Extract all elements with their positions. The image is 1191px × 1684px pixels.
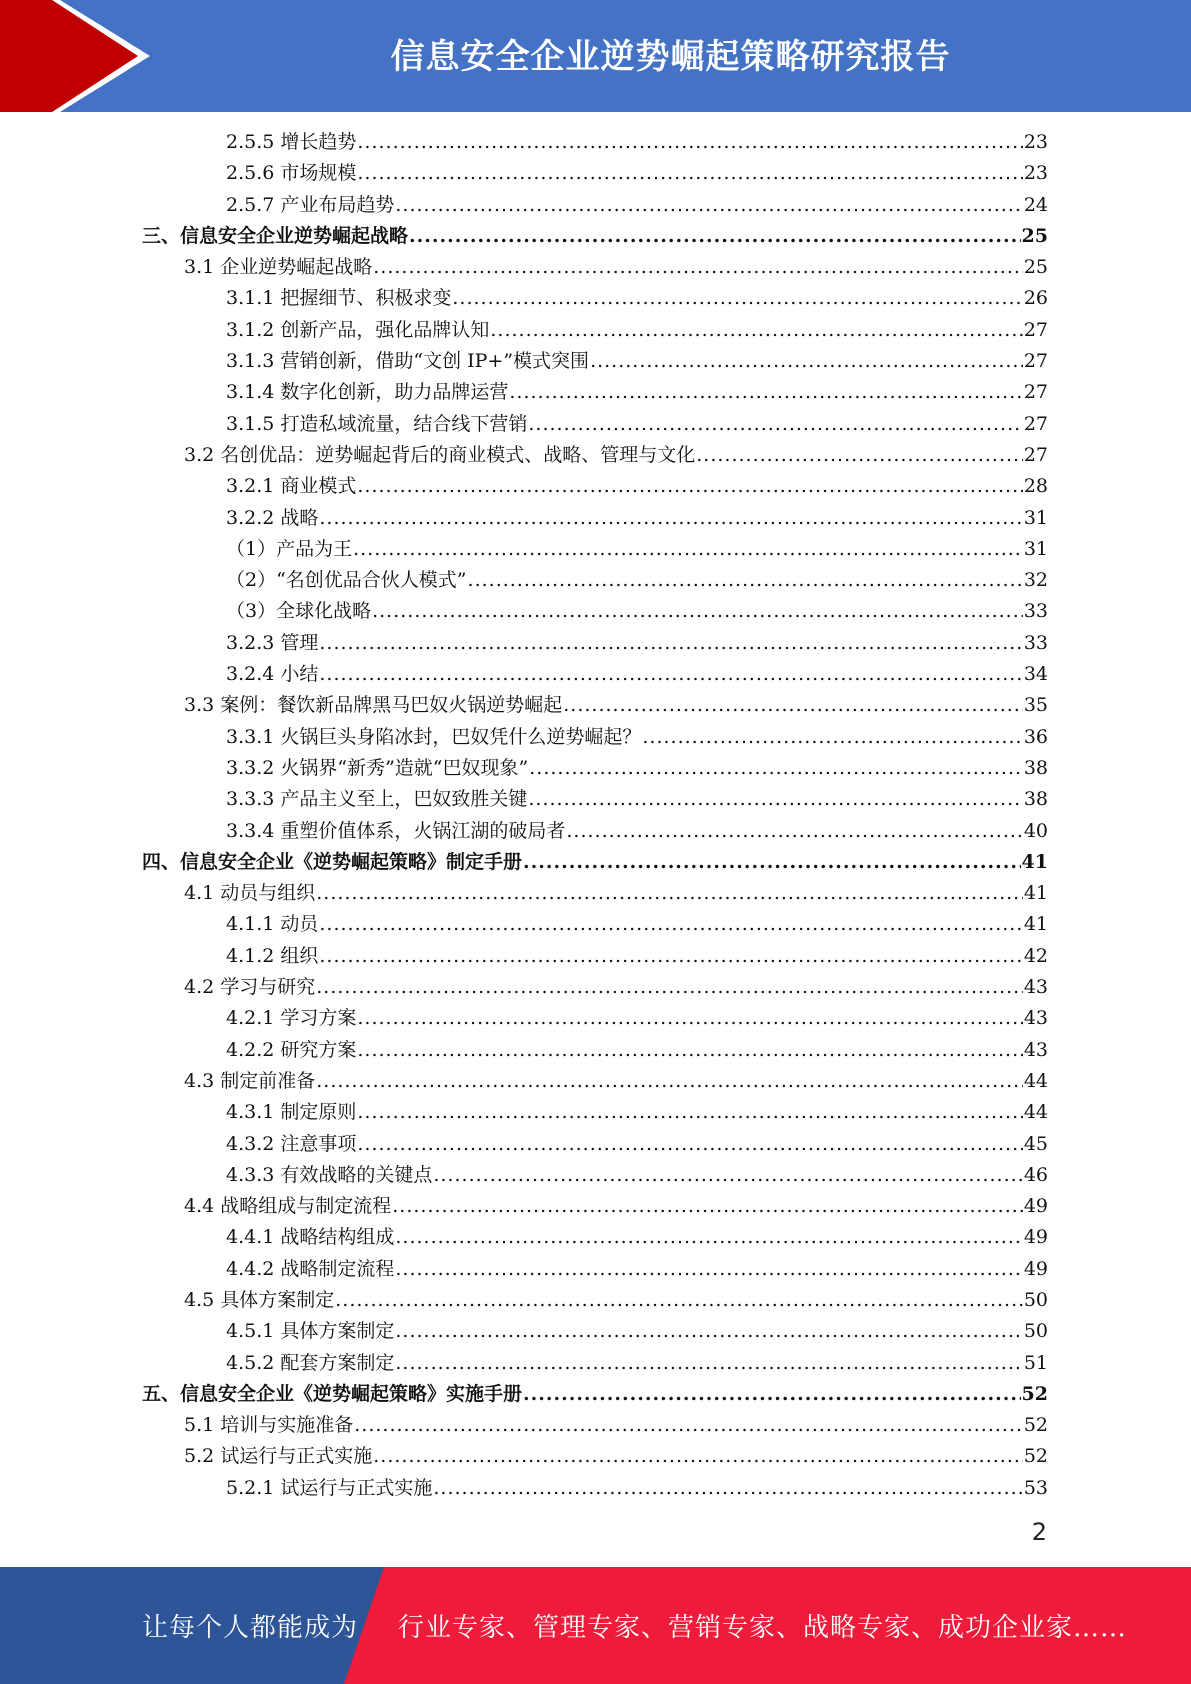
- toc-entry-page: 27: [1023, 381, 1048, 404]
- toc-entry-label: （3）全球化战略: [226, 600, 372, 623]
- toc-entry-label: 4.2 学习与研究: [184, 976, 316, 999]
- toc-entry-label: 3.2.4 小结: [226, 663, 319, 686]
- toc-entry-label: 3.2 名创优品：逆势崛起背后的商业模式、战略、管理与文化: [184, 443, 696, 466]
- toc-dot-leader: [529, 753, 1023, 784]
- toc-entry-page: 25: [1021, 224, 1048, 247]
- toc-entry-page: 42: [1023, 944, 1048, 967]
- toc-entry-label: 3.2.1 商业模式: [226, 475, 357, 498]
- toc-dot-leader: [590, 346, 1023, 377]
- toc-entry[interactable]: [142, 1191, 1048, 1222]
- toc-entry-label: 3.1 企业逆势崛起战略: [184, 256, 373, 279]
- toc-dot-leader: [319, 503, 1022, 534]
- toc-entry-label: 3.3.1 火锅巨头身陷冰封，巴奴凭什么逆势崛起？: [226, 725, 642, 748]
- toc-dot-leader: [395, 1254, 1022, 1285]
- toc-dot-leader: [319, 909, 1022, 940]
- toc-dot-leader: [357, 1097, 1022, 1128]
- toc-entry-page: 25: [1023, 256, 1048, 279]
- toc-entry[interactable]: [142, 816, 1048, 847]
- toc-dot-leader: [433, 1160, 1022, 1191]
- toc-entry-label: 4.1.2 组织: [226, 944, 319, 967]
- toc-entry-page: 33: [1023, 631, 1048, 654]
- page-footer: [0, 1567, 1191, 1684]
- toc-entry-page: 26: [1023, 287, 1048, 310]
- toc-dot-leader: [335, 1285, 1023, 1316]
- toc-entry-page: 31: [1023, 506, 1048, 529]
- toc-entry-page: 53: [1023, 1476, 1048, 1499]
- toc-entry-page: 43: [1023, 1007, 1048, 1030]
- toc-entry-label: （2）“名创优品合伙人模式”: [226, 569, 467, 592]
- toc-entry[interactable]: [142, 941, 1048, 972]
- toc-entry-label: 5.1 培训与实施准备: [184, 1414, 354, 1437]
- toc-entry-page: 27: [1023, 412, 1048, 435]
- toc-entry-page: 46: [1023, 1163, 1048, 1186]
- toc-dot-leader: [373, 252, 1023, 283]
- toc-entry[interactable]: [142, 722, 1048, 753]
- toc-entry[interactable]: [142, 221, 1048, 252]
- toc-entry[interactable]: [142, 1254, 1048, 1285]
- toc-entry[interactable]: [142, 346, 1048, 377]
- toc-entry[interactable]: [142, 1222, 1048, 1253]
- toc-entry-page: 41: [1023, 913, 1048, 936]
- toc-entry-label: 3.1.2 创新产品，强化品牌认知: [226, 318, 490, 341]
- toc-entry-page: 27: [1023, 350, 1048, 373]
- toc-entry-label: 2.5.7 产业布局趋势: [226, 193, 395, 216]
- toc-entry[interactable]: [142, 878, 1048, 909]
- toc-entry-label: 4.5 具体方案制定: [184, 1288, 335, 1311]
- toc-entry[interactable]: [142, 1410, 1048, 1441]
- toc-entry[interactable]: [142, 847, 1048, 878]
- toc-dot-leader: [409, 221, 1021, 252]
- toc-entry-page: 27: [1023, 443, 1048, 466]
- toc-dot-leader: [357, 158, 1022, 189]
- toc-entry-label: 四、信息安全企业《逆势崛起策略》制定手册: [142, 850, 523, 873]
- toc-entry-label: 3.3.4 重塑价值体系，火锅江湖的破局者: [226, 819, 566, 842]
- header-arrow-decoration: [0, 0, 160, 112]
- toc-entry-page: 34: [1023, 663, 1048, 686]
- toc-entry-label: 4.2.2 研究方案: [226, 1038, 357, 1061]
- toc-entry[interactable]: [142, 158, 1048, 189]
- toc-entry[interactable]: [142, 690, 1048, 721]
- toc-entry-page: 27: [1023, 318, 1048, 341]
- toc-entry[interactable]: [142, 1441, 1048, 1472]
- toc-entry[interactable]: [142, 252, 1048, 283]
- toc-dot-leader: [642, 722, 1022, 753]
- toc-dot-leader: [316, 972, 1023, 1003]
- toc-entry-page: 51: [1023, 1351, 1048, 1374]
- toc-entry-label: 5.2.1 试运行与正式实施: [226, 1476, 433, 1499]
- toc-entry-page: 44: [1023, 1101, 1048, 1124]
- toc-dot-leader: [357, 1003, 1022, 1034]
- toc-entry-page: 28: [1023, 475, 1048, 498]
- toc-dot-leader: [316, 1066, 1023, 1097]
- toc-entry-page: 31: [1023, 537, 1048, 560]
- toc-dot-leader: [433, 1473, 1022, 1504]
- toc-entry-label: 三、信息安全企业逆势崛起战略: [142, 224, 409, 247]
- toc-entry-page: 50: [1023, 1320, 1048, 1343]
- toc-dot-leader: [528, 784, 1022, 815]
- toc-entry[interactable]: [142, 377, 1048, 408]
- toc-entry[interactable]: [142, 1316, 1048, 1347]
- toc-dot-leader: [566, 816, 1022, 847]
- toc-dot-leader: [395, 1348, 1022, 1379]
- toc-entry[interactable]: [142, 1035, 1048, 1066]
- toc-dot-leader: [354, 1410, 1023, 1441]
- toc-entry-page: 23: [1023, 131, 1048, 153]
- toc-dot-leader: [353, 534, 1023, 565]
- toc-dot-leader: [696, 440, 1023, 471]
- toc-entry-page: 38: [1023, 756, 1048, 779]
- toc-entry-label: 4.2.1 学习方案: [226, 1007, 357, 1030]
- toc-entry[interactable]: [142, 503, 1048, 534]
- toc-entry[interactable]: [142, 283, 1048, 314]
- toc-entry-page: 43: [1023, 976, 1048, 999]
- toc-dot-leader: [523, 1379, 1021, 1410]
- toc-entry-label: 3.2.2 战略: [226, 506, 319, 529]
- toc-dot-leader: [373, 1441, 1023, 1472]
- toc-entry[interactable]: [142, 534, 1048, 565]
- toc-dot-leader: [468, 565, 1023, 596]
- toc-entry[interactable]: [142, 1348, 1048, 1379]
- toc-entry-label: 3.1.5 打造私域流量，结合线下营销: [226, 412, 528, 435]
- toc-dot-leader: [372, 596, 1023, 627]
- toc-entry[interactable]: [142, 190, 1048, 221]
- toc-entry-page: 35: [1023, 694, 1048, 717]
- toc-dot-leader: [528, 409, 1022, 440]
- toc-entry-page: 50: [1023, 1288, 1048, 1311]
- toc-entry-label: 5.2 试运行与正式实施: [184, 1445, 373, 1468]
- toc-entry-page: 52: [1023, 1445, 1048, 1468]
- toc-entry[interactable]: [142, 1379, 1048, 1410]
- toc-dot-leader: [395, 190, 1022, 221]
- toc-entry-label: 4.1 动员与组织: [184, 882, 316, 905]
- toc-entry[interactable]: [142, 784, 1048, 815]
- toc-entry-label: 3.1.1 把握细节、积极求变: [226, 287, 452, 310]
- toc-dot-leader: [357, 1035, 1022, 1066]
- toc-dot-leader: [523, 847, 1021, 878]
- toc-entry-label: 4.4.2 战略制定流程: [226, 1257, 395, 1280]
- toc-entry-page: 36: [1023, 725, 1048, 748]
- toc-entry-page: 49: [1023, 1257, 1048, 1280]
- toc-entry[interactable]: [142, 315, 1048, 346]
- toc-entry-page: 41: [1023, 882, 1048, 905]
- toc-entry-label: 4.5.1 具体方案制定: [226, 1320, 395, 1343]
- toc-entry-label: 3.1.4 数字化创新，助力品牌运营: [226, 381, 509, 404]
- toc-entry[interactable]: [142, 127, 1048, 158]
- toc-dot-leader: [319, 628, 1022, 659]
- page-number: 2: [1031, 1518, 1047, 1546]
- footer-slogan-right: 行业专家、管理专家、营销专家、战略专家、成功企业家……: [398, 1613, 1128, 1643]
- toc-entry[interactable]: [142, 471, 1048, 502]
- toc-entry-label: 4.3.3 有效战略的关键点: [226, 1163, 433, 1186]
- toc-entry-label: 2.5.5 增长趋势: [226, 131, 357, 153]
- toc-entry[interactable]: [142, 628, 1048, 659]
- toc-dot-leader: [316, 878, 1023, 909]
- toc-entry[interactable]: [142, 1285, 1048, 1316]
- toc-entry-page: 49: [1023, 1195, 1048, 1218]
- toc-dot-leader: [392, 1191, 1023, 1222]
- toc-entry-label: 3.3.3 产品主义至上，巴奴致胜关键: [226, 788, 528, 811]
- toc-dot-leader: [357, 127, 1022, 158]
- toc-entry[interactable]: [142, 659, 1048, 690]
- report-title: 信息安全企业逆势崛起策略研究报告: [390, 36, 951, 77]
- toc-entry[interactable]: [142, 1473, 1048, 1504]
- toc-entry-label: 3.1.3 营销创新，借助“文创 IP+”模式突围: [226, 350, 590, 373]
- toc-dot-leader: [490, 315, 1022, 346]
- toc-entry[interactable]: [142, 1066, 1048, 1097]
- toc-dot-leader: [452, 283, 1022, 314]
- toc-entry-page: 43: [1023, 1038, 1048, 1061]
- toc-entry-page: 52: [1021, 1382, 1048, 1405]
- toc-entry-page: 23: [1023, 162, 1048, 185]
- toc-dot-leader: [563, 690, 1023, 721]
- toc-entry-page: 49: [1023, 1226, 1048, 1249]
- toc-entry-page: 44: [1023, 1069, 1048, 1092]
- toc-entry-page: 41: [1021, 850, 1048, 873]
- toc-entry[interactable]: [142, 1003, 1048, 1034]
- toc-entry-page: 32: [1023, 569, 1048, 592]
- toc-entry[interactable]: [142, 972, 1048, 1003]
- toc-entry[interactable]: [142, 596, 1048, 627]
- toc-entry-label: 4.1.1 动员: [226, 913, 319, 936]
- page-header: [0, 0, 1191, 112]
- toc-entry[interactable]: [142, 1160, 1048, 1191]
- toc-entry[interactable]: [142, 565, 1048, 596]
- footer-slogan-left: 让每个人都能成为: [142, 1613, 359, 1643]
- toc-entry-label: 3.2.3 管理: [226, 631, 319, 654]
- toc-dot-leader: [357, 471, 1022, 502]
- toc-entry-label: （1）产品为王: [226, 537, 353, 560]
- toc-dot-leader: [395, 1222, 1022, 1253]
- toc-entry[interactable]: [142, 1097, 1048, 1128]
- toc-entry-label: 2.5.6 市场规模: [226, 162, 357, 185]
- toc-dot-leader: [319, 659, 1022, 690]
- toc-entry-label: 五、信息安全企业《逆势崛起策略》实施手册: [142, 1382, 523, 1405]
- toc-dot-leader: [509, 377, 1022, 408]
- toc-entry-label: 4.3 制定前准备: [184, 1069, 316, 1092]
- toc-entry-page: 38: [1023, 788, 1048, 811]
- toc-entry[interactable]: [142, 909, 1048, 940]
- toc-dot-leader: [395, 1316, 1022, 1347]
- toc-dot-leader: [357, 1129, 1022, 1160]
- toc-entry-label: 4.4 战略组成与制定流程: [184, 1195, 392, 1218]
- toc-entry-page: 24: [1023, 193, 1048, 216]
- toc-entry[interactable]: [142, 440, 1048, 471]
- toc-entry[interactable]: [142, 1129, 1048, 1160]
- toc-entry-label: 3.3.2 火锅界“新秀”造就“巴奴现象”: [226, 756, 529, 779]
- toc-entry-label: 4.3.1 制定原则: [226, 1101, 357, 1124]
- toc-entry-page: 45: [1023, 1132, 1048, 1155]
- toc-entry-label: 4.3.2 注意事项: [226, 1132, 357, 1155]
- toc-entry-label: 3.3 案例：餐饮新品牌黑马巴奴火锅逆势崛起: [184, 694, 563, 717]
- toc-entry-label: 4.5.2 配套方案制定: [226, 1351, 395, 1374]
- toc-entry-page: 33: [1023, 600, 1048, 623]
- toc-dot-leader: [319, 941, 1022, 972]
- toc-entry-label: 4.4.1 战略结构组成: [226, 1226, 395, 1249]
- toc-entry[interactable]: [142, 409, 1048, 440]
- table-of-contents: [142, 127, 1048, 1504]
- toc-entry-page: 40: [1023, 819, 1048, 842]
- toc-entry-page: 52: [1023, 1414, 1048, 1437]
- toc-entry[interactable]: [142, 753, 1048, 784]
